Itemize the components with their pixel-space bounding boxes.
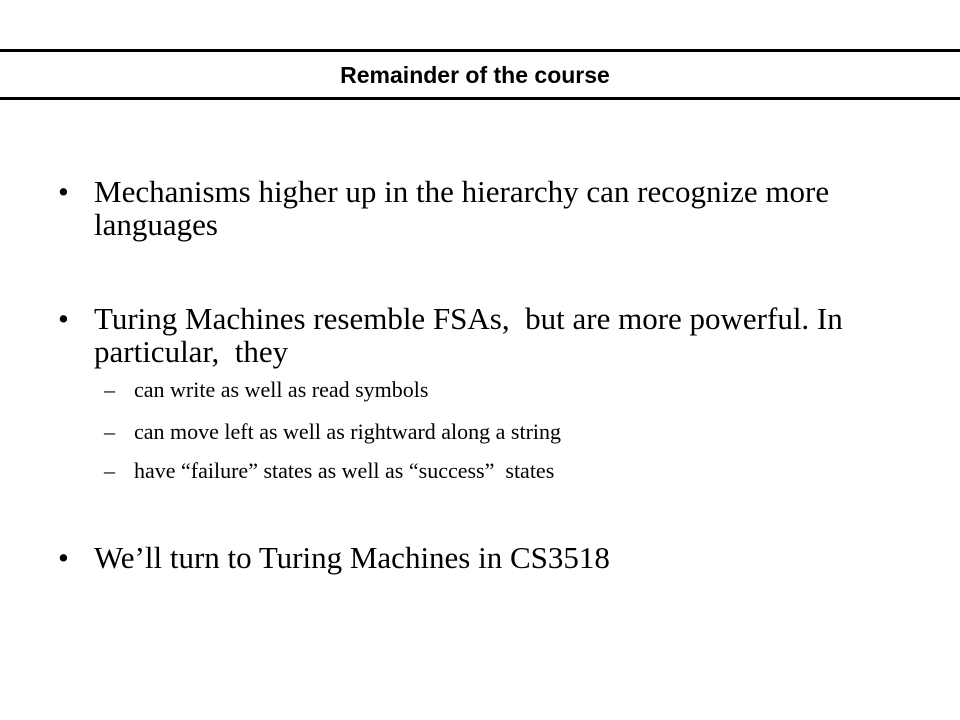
bullet-text: Turing Machines resemble FSAs, but are more powerful. In particular, they — [94, 301, 851, 369]
bullet-text: We’ll turn to Turing Machines in CS3518 — [94, 540, 610, 575]
bullet-text: Mechanisms higher up in the hierarchy can recognize more languages — [94, 174, 830, 242]
sub-bullet-item — [104, 458, 904, 484]
bullet-item — [58, 175, 918, 241]
sub-bullet-text: have “failure” states as well as “success” states — [134, 458, 555, 483]
bullet-marker: • — [58, 301, 69, 336]
sub-bullet-marker: – — [104, 458, 115, 483]
slide-title: Remainder of the course — [340, 62, 610, 88]
sub-bullet-marker: – — [104, 377, 115, 402]
sub-bullet-item — [104, 377, 904, 403]
title-rule-top — [0, 49, 960, 52]
sub-bullet-text: can write as well as read symbols — [134, 377, 429, 402]
sub-bullet-marker: – — [104, 419, 115, 444]
sub-bullet-item — [104, 419, 904, 445]
bullet-marker: • — [58, 540, 69, 575]
bullet-item — [58, 302, 918, 368]
bullet-item — [58, 541, 918, 574]
title-rule-bottom — [0, 97, 960, 100]
sub-bullet-text: can move left as well as rightward along a string — [134, 419, 562, 444]
bullet-marker: • — [58, 174, 69, 209]
